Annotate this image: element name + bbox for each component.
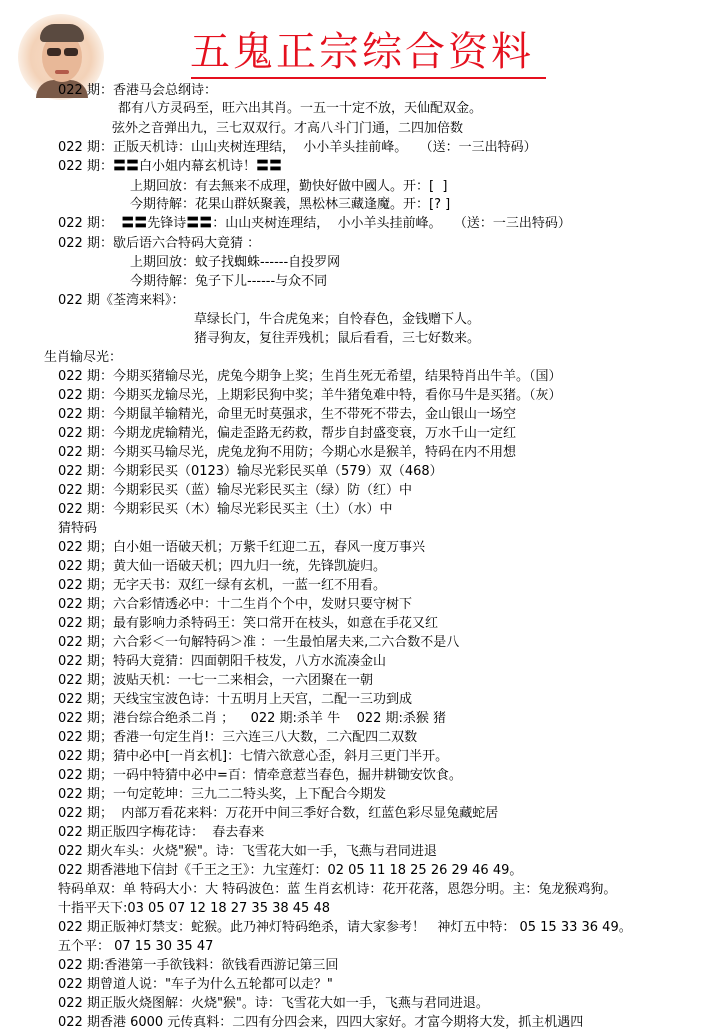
text-line: 022 期；无字天书：双红一绿有玄机，一蓝一红不用看。 <box>58 578 386 593</box>
text-line: 022 期正版神灯禁支：蛇猴。此乃神灯特码绝杀，请大家参考！ 神灯五中特： 05 15 33 36 49。 <box>58 920 632 935</box>
text-line: 022 期：歇后语六合特码大竟猜 ： <box>58 236 261 251</box>
text-line: 022 期；黄大仙一语破天机；四九归一统，先锋凯旋归。 <box>58 559 386 574</box>
text-line: 弦外之音弹出九，三七双双行。才高八斗门门通，二四加倍数 <box>112 121 464 136</box>
text-line: 022 期；六合彩＜一句解特码＞准 ：一生最怕屠夫来,二六合数不是八 <box>58 635 460 650</box>
page-title: 五鬼正宗综合资料 <box>190 29 534 75</box>
text-line: 022 期：今期买马输尽光，虎兔龙狗不用防；今期心水是猴羊，特码在内不用想 <box>58 445 516 460</box>
text-line: 022 期；一句定乾坤：三九二二特头奖，上下配合今期发 <box>58 787 386 802</box>
text-line: 今期待解：兔子下儿------与众不同 <box>130 274 328 289</box>
text-line: 草绿长门，牛合虎兔来；自怜春色，金钱赠下人。 <box>194 312 481 327</box>
text-line: 022 期； 内部万看花来料：万花开中间三季好合数，红蓝色彩尽显兔藏蛇居 <box>58 806 499 821</box>
text-line: 都有八方灵码至，旺六出其肖。一五一十定不放，天仙配双金。 <box>118 101 483 116</box>
text-line: 猜特码 <box>58 521 98 536</box>
text-line: 猪寻狗友，复往弄残机；鼠后看看，三七好数来。 <box>194 331 481 346</box>
text-line: 022 期：正版天机诗：山山夹树连理结， 小小羊头挂前峰。 （送：一三出特码） <box>58 140 537 155</box>
text-line: 022 期：今期买猪输尽光，虎兔今期争上奖；生肖生死无希望，结果特肖出牛羊。（国） <box>58 369 562 384</box>
text-line: 022 期：今期龙虎输精光，偏走歪路无药救，帮步自封盛变衰，万水千山一定红 <box>58 426 516 441</box>
text-line: 022 期；特码大竟猜：四面朝阳千枝发，八方水流凑金山 <box>58 654 386 669</box>
text-line: 022 期：今期鼠羊输精光，命里无时莫强求，生不带死不带去，金山银山一场空 <box>58 407 516 422</box>
text-line: 022 期：香港马会总纲诗： <box>58 83 217 98</box>
text-line: 022 期：今期彩民买（木）输尽光彩民买主（土）（水）中 <box>58 502 393 517</box>
text-line: 022 期；香港一句定生肖!：三六连三八大数，二六配四二双数 <box>58 730 418 745</box>
text-line: 生肖输尽光： <box>44 350 123 365</box>
text-line: 五个平： 07 15 30 35 47 <box>58 939 214 954</box>
text-line: 022 期；港台综合绝杀二肖 ； 022 期:杀羊 牛 022 期:杀猴 猪 <box>58 711 447 726</box>
text-line: 022 期；波贴天机：一七一二来相会，一六团聚在一朝 <box>58 673 373 688</box>
text-line: 022 期：今期彩民买（0123）输尽光彩民买单（579）双（468） <box>58 464 443 479</box>
text-line: 022 期；六合彩情透必中：十二生肖个个中，发财只要守树下 <box>58 597 412 612</box>
text-line: 上期回放：蚊子找蜘蛛------自投罗网 <box>130 255 341 270</box>
text-line: 022 期；最有影响力杀特码王：笑口常开在枝头，如意在手花又红 <box>58 616 438 631</box>
text-line: 022 期:香港第一手欲钱料：欲钱看西游记第三回 <box>58 958 339 973</box>
text-line: 十指平天下:03 05 07 12 18 27 35 38 45 48 <box>58 901 330 916</box>
text-line: 022 期《荃湾来料》： <box>58 293 185 308</box>
text-line: 022 期正版火烧图解：火烧"猴"。诗：飞雪花大如一手，飞燕与君同进退。 <box>58 996 489 1011</box>
text-line: 022 期：今期彩民买（蓝）输尽光彩民买主（绿）防（红）中 <box>58 483 412 498</box>
text-line: 022 期正版四字梅花诗： 春去春来 <box>58 825 265 840</box>
text-line: 特码单双：单 特码大小：大 特码波色：蓝 生肖玄机诗：花开花落，恩怨分明。主：兔龙猴鸡狗。 <box>58 882 617 897</box>
text-line: 022 期：〓〓白小姐内幕玄机诗！〓〓 <box>58 159 282 174</box>
text-line: 022 期香港地下信封《千王之王》：九宝莲灯：02 05 11 18 25 26 29 46 49。 <box>58 863 523 878</box>
text-line: 上期回放：有去無来不成理，勤快好做中國人。开：[ ] <box>130 179 448 194</box>
text-line: 022 期；天线宝宝波色诗：十五明月上天宫，二配一三功到成 <box>58 692 412 707</box>
text-line: 022 期：今期买龙输尽光，上期彩民狗中奖；羊牛猪兔难中特，看你马牛是买猪。（灰） <box>58 388 562 403</box>
text-line: 022 期火车头：火烧"猴"。诗：飞雪花大如一手，飞燕与君同进退 <box>58 844 437 859</box>
text-line: 022 期曾道人说："车子为什么五轮都可以走？" <box>58 977 333 992</box>
text-line: 022 期；猜中必中[一肖玄机]：七情六欲意心歪，斜月三更门半开。 <box>58 749 449 764</box>
text-line: 022 期；白小姐一语破天机；万紫千红迎二五，春风一度万事兴 <box>58 540 425 555</box>
text-line: 022 期香港 6000 元传真料：二四有分四会来，四四大家好。才富今期将大发，抓主机遇四 <box>58 1015 584 1030</box>
text-line: 今期待解：花果山群妖聚義，黑松林三藏逢魔。开：[? ] <box>130 197 451 212</box>
title-underline <box>191 77 546 79</box>
text-line: 022 期；一码中特猜中必中=百：情牵意惹当春色，掘井耕锄安饮食。 <box>58 768 462 783</box>
text-line: 022 期： 〓〓先锋诗〓〓：山山夹树连理结， 小小羊头挂前峰。 （送：一三出特码） <box>58 216 571 231</box>
